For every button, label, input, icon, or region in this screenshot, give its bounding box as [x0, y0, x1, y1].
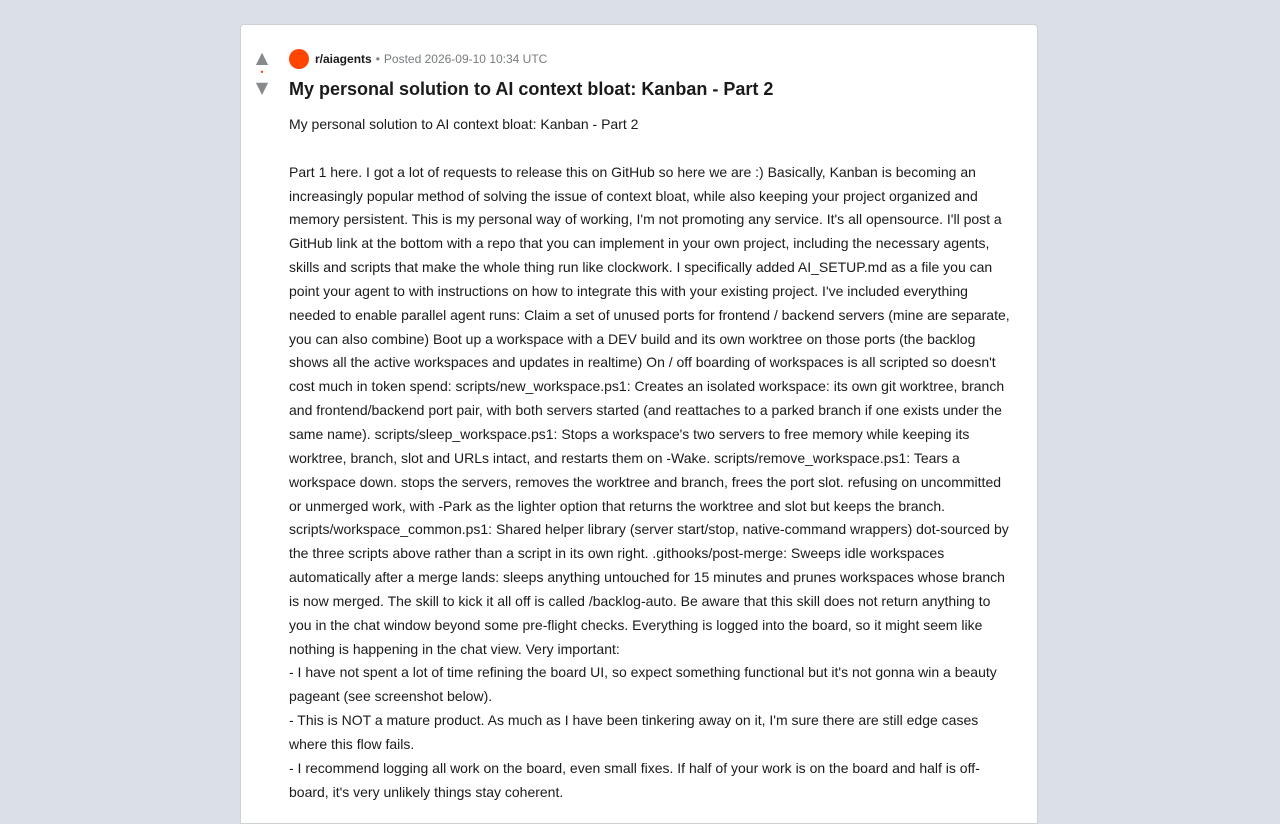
upvote-arrow-icon[interactable]: ▲ [255, 48, 269, 67]
downvote-arrow-icon[interactable]: ▼ [255, 78, 269, 97]
post-card [240, 24, 1038, 824]
post-meta [289, 49, 1013, 69]
post-text [289, 113, 1013, 804]
paragraph-gap [289, 137, 1013, 161]
post-body [289, 49, 1013, 804]
body-lead: My personal solution to AI context bloat: Kanban - Part 2 [289, 116, 639, 132]
body-note: - I recommend logging all work on the board, even small fixes. If half of your work is on the board and half is off-board, it's very unlikely things stay coherent. [289, 759, 980, 800]
body-note: - This is NOT a mature product. As much as I have been tinkering away on it, I'm sure there are still edge cases where this flow fails. [289, 712, 979, 752]
vote-column [251, 49, 273, 97]
subreddit-link[interactable]: r/aiagents [315, 52, 372, 66]
meta-separator: • [375, 52, 380, 66]
post-timestamp: Posted 2026-09-10 10:34 UTC [383, 52, 548, 66]
body-note: - I have not spent a lot of time refining the board UI, so expect something functional but it's not gonna win a beauty pageant (see screenshot below). [289, 664, 997, 705]
vote-score: • [259, 68, 265, 77]
body-main: Part 1 here. I got a lot of requests to release this on GitHub so here we are :) Basically, Kanban is becoming an increasingly popular method of solving the issue of context bloat, while also keeping your project organized and memory persistent. This is my personal way of working, I'm not promoting any service. It's all opensource. I'll post a GitHub link at the bottom with a repo that you can implement in your own project, including the necessary agents, skills and scripts that make the whole thing run like clockwork. I specifically added AI_SETUP.md as a file you can point your agent to with instructions on how to integrate this with your existing project. I've included everything needed to enable parallel agent runs: Claim a set of unused ports for frontend / backend servers (mine are separate, you can also combine) Boot up a workspace with a DEV build and its own worktree on those ports (the backlog shows all the active workspaces and updates in realtime) On / off boarding of workspaces is all scripted so doesn't cost much in token spend: scripts/new_workspace.ps1: Creates an isolated workspace: its own git worktree, branch and frontend/backend port pair, with both servers started (and reattaches to a parked branch if one exists under the same name). scripts/sleep_workspace.ps1: Stops a workspace's two servers to free memory while keeping its worktree, branch, slot and URLs intact, and restarts them on -Wake. scripts/remove_workspace.ps1: Tears a workspace down. stops the servers, removes the worktree and branch, frees the port slot. refusing on uncommitted or unmerged work, with -Park as the lighter option that returns the worktree and slot but keeps the branch. scripts/workspace_common.ps1: Shared helper library (server start/stop, native-command wrappers) dot-sourced by the three scripts above rather than a script in its own right. .githooks/post-merge: Sweeps idle workspaces automatically after a merge lands: sleeps anything untouched for 15 minutes and prunes workspaces whose branch is now merged. The skill to kick it all off is called /backlog-auto. Be aware that this skill does not return anything to you in the chat window beyond some pre-flight checks. Everything is logged into the board, so it might seem like nothing is happening in the chat view. Very important: [289, 163, 1010, 657]
subreddit-avatar-icon[interactable] [289, 49, 309, 69]
post-title[interactable]: My personal solution to AI context bloat: Kanban - Part 2 [289, 79, 774, 99]
